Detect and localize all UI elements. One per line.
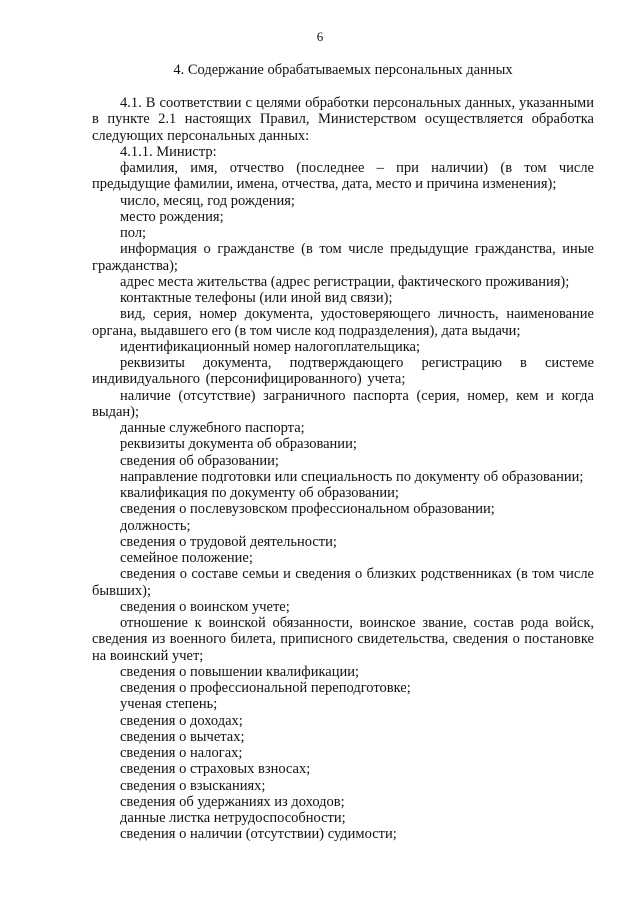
page-number: 6 xyxy=(316,29,324,44)
list-item: данные служебного паспорта; xyxy=(120,420,305,436)
list-item: реквизиты документа об образовании; xyxy=(120,436,357,453)
list-item: идентификационный номер налогоплательщика; xyxy=(120,338,421,355)
list-item: сведения о доходах; xyxy=(120,712,243,729)
list-item: сведения о воинском учете; xyxy=(120,598,290,615)
paragraph: 4.1.1. Министр: xyxy=(120,143,217,160)
list-item: семейное положение; xyxy=(120,550,253,566)
list-item: данные листка нетрудоспособности; xyxy=(120,810,346,826)
list-item: место рождения; xyxy=(120,208,224,225)
list-item: сведения о наличии (отсутствии) судимости; xyxy=(120,826,397,843)
paragraph: 4.1. В соответствии с целями обработки персональных данных, указанными в пункте 2.1 настоящих Правил, Министерством осуществляется обработка следующих персональных данных: xyxy=(92,95,594,144)
list-item: вид, серия, номер документа, удостоверяющего личность, наименование органа, выдавшего его (в том числе код подразделения), дата выдачи; xyxy=(92,306,594,339)
paragraph: фамилия, имя, отчество (последнее – при наличии) (в том числе предыдущие фамилии, имена, отчества, дата, место и причина изменения); xyxy=(92,160,594,193)
list-item: сведения о повышении квалификации; xyxy=(120,663,360,680)
list-item: реквизиты документа, подтверждающего регистрацию в системе индивидуального (персонифицированного) учета; xyxy=(92,355,594,388)
list-item: пол; xyxy=(120,225,147,241)
list-item: ученая степень; xyxy=(120,696,218,713)
document-body xyxy=(92,95,594,843)
list-item: сведения о вычетах; xyxy=(120,728,245,745)
list-item: сведения об образовании; xyxy=(120,452,279,469)
list-item: сведения о профессиональной переподготовке; xyxy=(120,680,411,696)
list-item: сведения о трудовой деятельности; xyxy=(120,533,337,550)
list-item: сведения о составе семьи и сведения о близких родственниках (в том числе бывших); xyxy=(92,566,594,599)
list-item: отношение к воинской обязанности, воинское звание, состав рода войск, сведения из военного билета, приписного свидетельства, сведения о постановке на воинский учет; xyxy=(92,615,594,664)
list-item: сведения о взысканиях; xyxy=(120,777,266,794)
list-item: число, месяц, год рождения; xyxy=(120,192,295,209)
list-item: направление подготовки или специальность по документу об образовании; xyxy=(120,468,584,485)
list-item: сведения о послевузовском профессиональном образовании; xyxy=(120,501,495,518)
list-item: сведения о страховых взносах; xyxy=(120,761,311,778)
list-item: адрес места жительства (адрес регистрации, фактического проживания); xyxy=(120,273,570,290)
list-item: должность; xyxy=(120,517,191,534)
section-title: 4. Содержание обрабатываемых персональных данных xyxy=(173,62,513,78)
list-item: контактные телефоны (или иной вид связи); xyxy=(120,290,393,306)
list-item: квалификация по документу об образовании; xyxy=(120,485,399,501)
list-item: сведения о налогах; xyxy=(120,745,243,761)
list-item: наличие (отсутствие) заграничного паспорта (серия, номер, кем и когда выдан); xyxy=(92,387,594,420)
list-item: информация о гражданстве (в том числе предыдущие гражданства, иные гражданства); xyxy=(92,241,594,274)
list-item: сведения об удержаниях из доходов; xyxy=(120,793,345,810)
